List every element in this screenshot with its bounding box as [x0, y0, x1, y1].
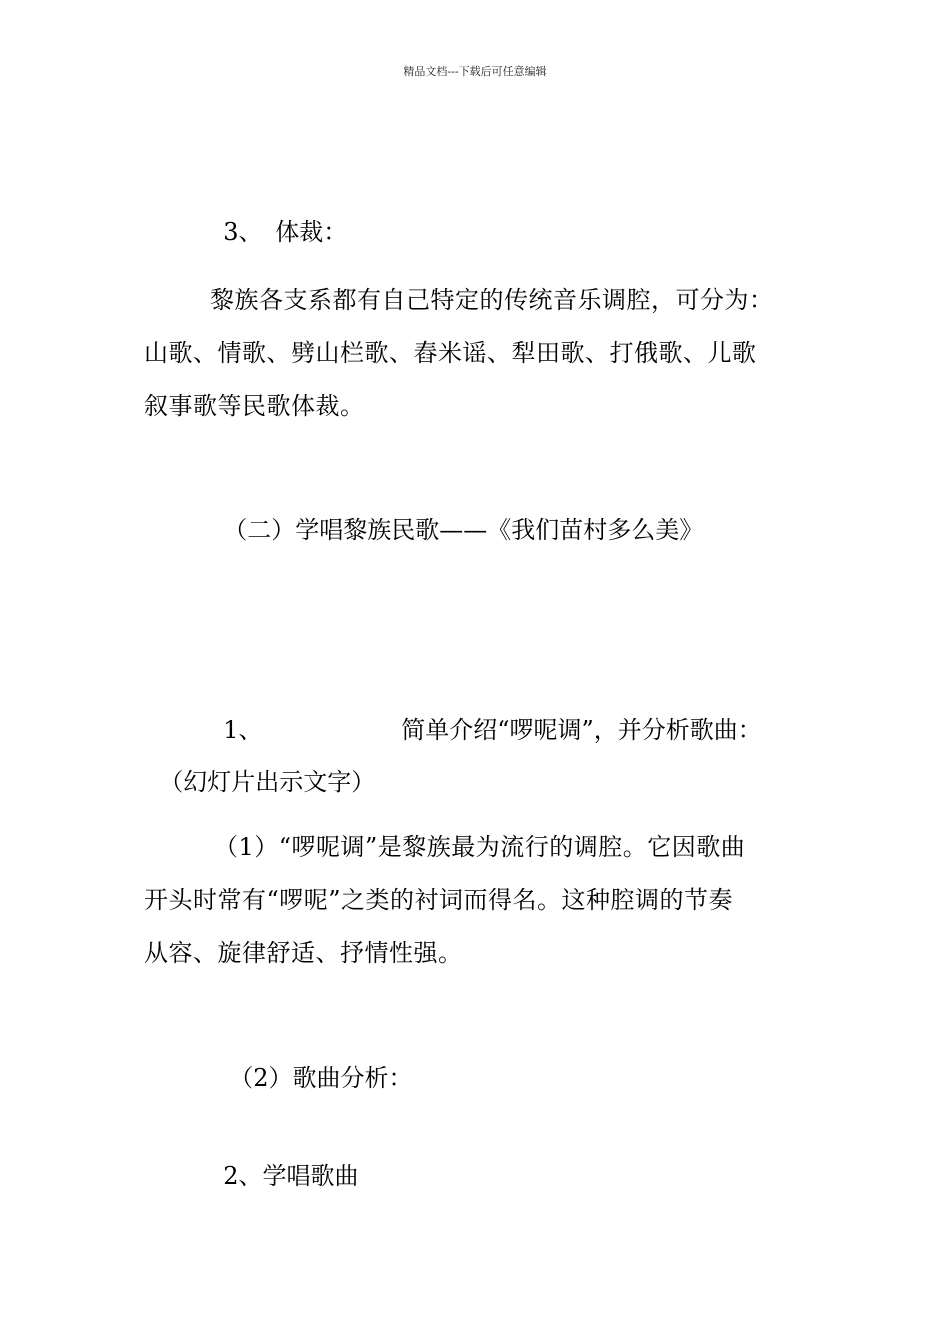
section-3-heading	[208, 184, 263, 248]
item-1-line-2	[144, 734, 375, 798]
sub-1-paragraph	[144, 821, 814, 980]
page-header: 精品文档---下载后可任意编辑	[403, 65, 547, 78]
section-3-number: 3、	[223, 218, 263, 246]
part-2-heading	[208, 482, 703, 546]
sub-1-line-3: 从容、旋律舒适、抒情性强。	[144, 939, 463, 967]
sub-2-text: （2）歌曲分析：	[229, 1064, 413, 1092]
item-1-number: 1、	[223, 716, 263, 744]
genre-paragraph	[144, 274, 814, 433]
item-1-text-line	[386, 682, 762, 746]
genre-paragraph-line-2: 山歌、情歌、劈山栏歌、舂米谣、犁田歌、打俄歌、儿歌	[144, 339, 757, 367]
genre-paragraph-line-1: 黎族各支系都有自己特定的传统音乐调腔，可分为：	[210, 286, 774, 314]
genre-paragraph-line-3: 叙事歌等民歌体裁。	[144, 392, 365, 420]
section-3-heading-title	[260, 184, 347, 248]
sub-2-line	[214, 1030, 413, 1094]
item-2-line	[208, 1128, 359, 1192]
item-2-text: 2、学唱歌曲	[223, 1162, 359, 1190]
item-1-text: 简单介绍“啰呢调”，并分析歌曲：	[401, 716, 762, 744]
sub-1-line-2: 开头时常有“啰呢”之类的衬词而得名。这种腔调的节奏	[144, 886, 734, 914]
section-3-title: 体裁：	[275, 218, 348, 246]
sub-1-line-1: （1）“啰呢调”是黎族最为流行的调腔。它因歌曲	[214, 833, 746, 861]
item-1-slide-note: （幻灯片出示文字）	[159, 768, 376, 796]
part-2-heading-text: （二）学唱黎族民歌——《我们苗村多么美》	[223, 516, 704, 544]
